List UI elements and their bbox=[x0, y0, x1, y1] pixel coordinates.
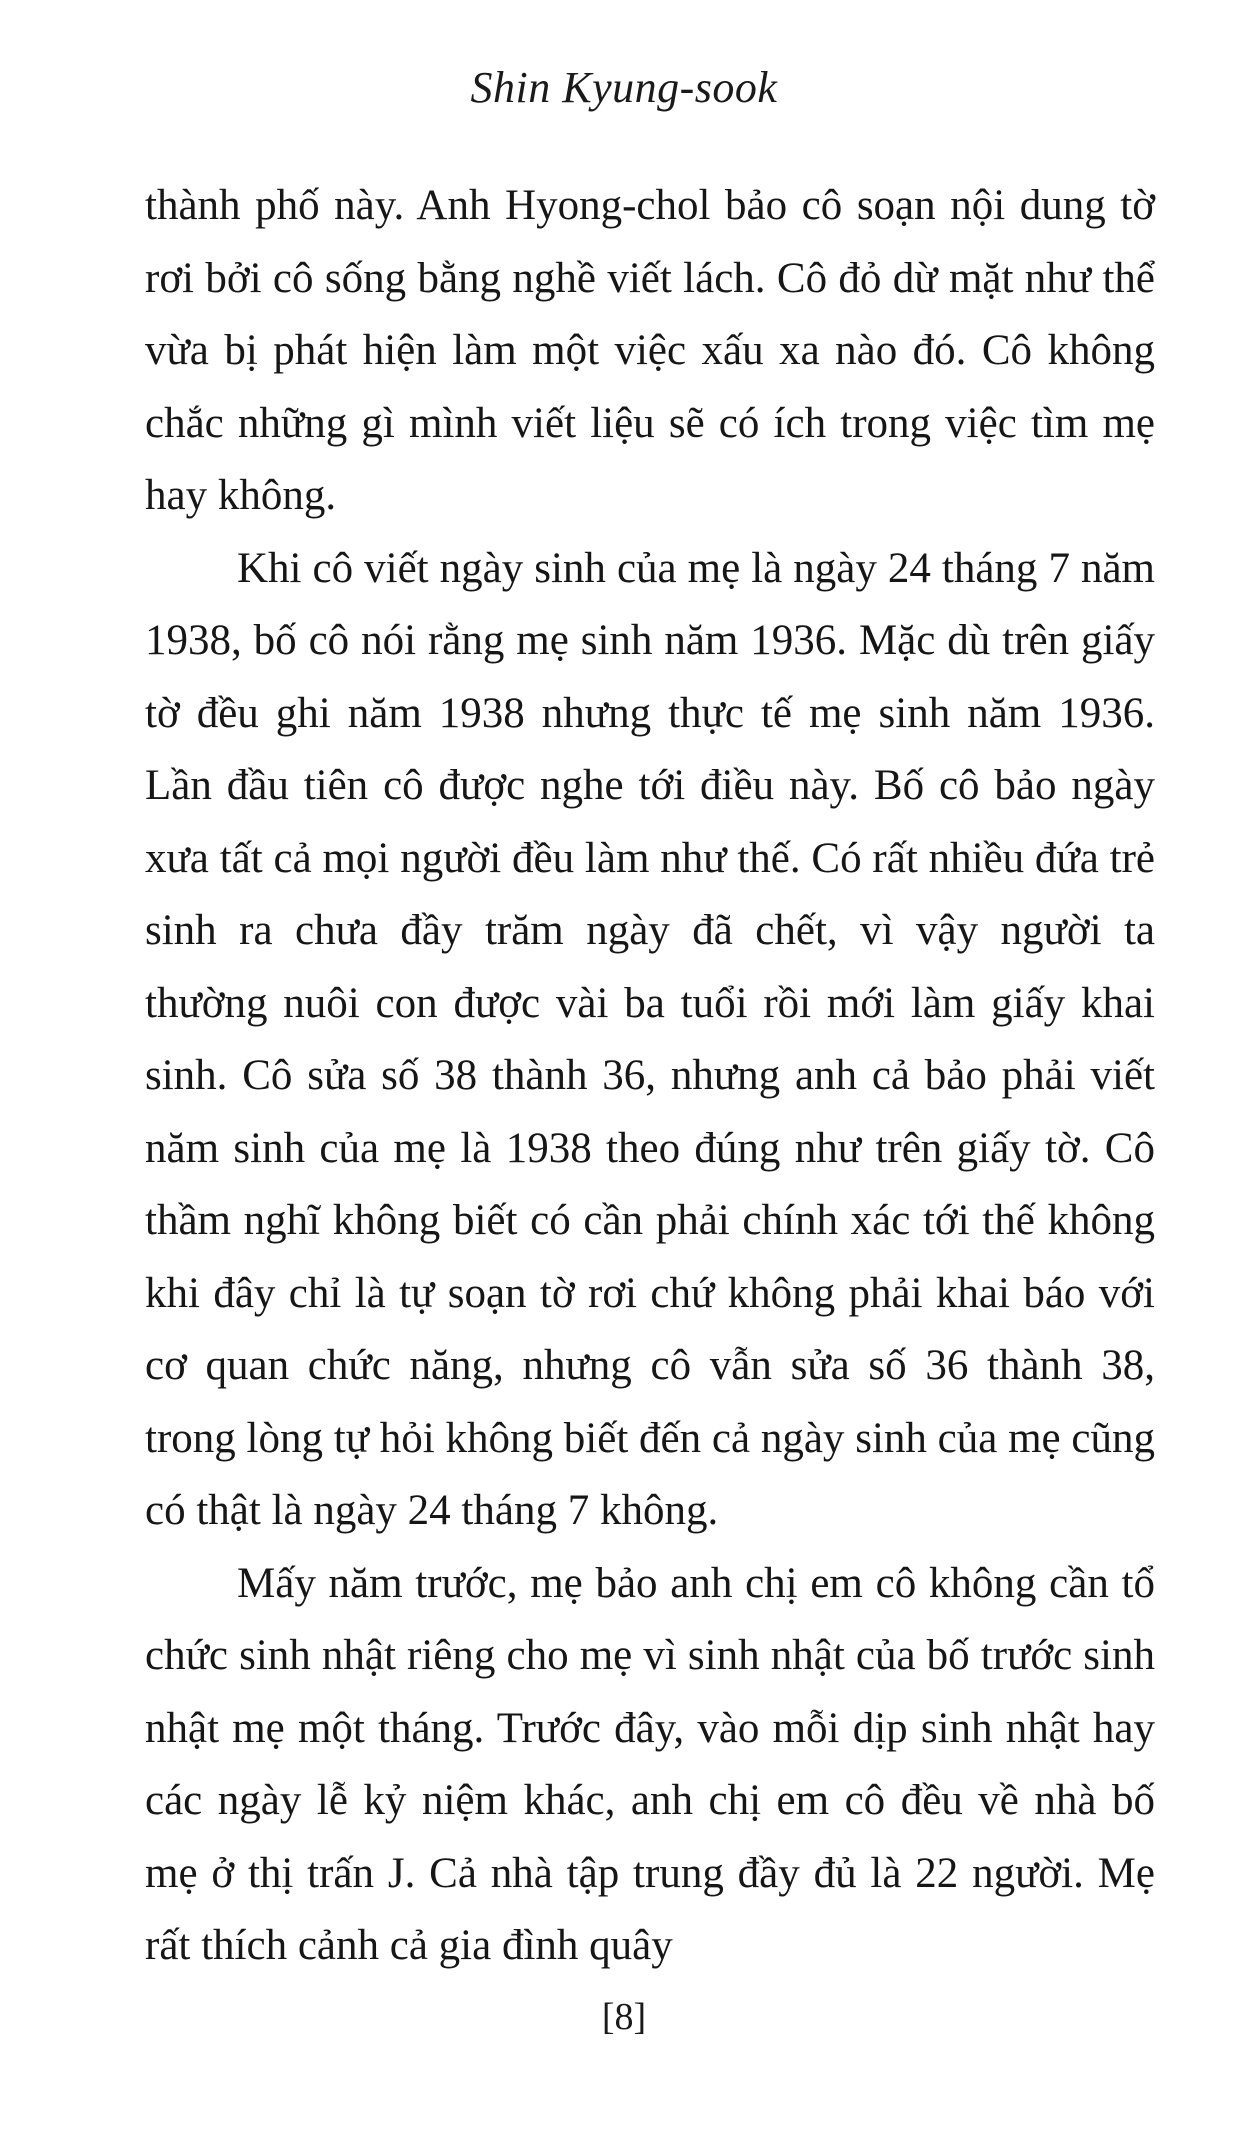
running-head-author: Shin Kyung-sook bbox=[470, 63, 778, 112]
page-number: [8] bbox=[601, 1996, 647, 2038]
paragraph-1: thành phố này. Anh Hyong-chol bảo cô soạn nội dung tờ rơi bởi cô sống bằng nghề viết lách. Cô đỏ dừ mặt như thể vừa bị phát hiện làm một việc xấu xa nào đó. Cô không chắc những gì mình viết liệu sẽ có ích trong việc tìm mẹ hay không. bbox=[145, 182, 1155, 519]
paragraph-3: Mấy năm trước, mẹ bảo anh chị em cô không cần tổ chức sinh nhật riêng cho mẹ vì sinh nhật của bố trước sinh nhật mẹ một tháng. Trước đây, vào mỗi dịp sinh nhật hay các ngày lễ kỷ niệm khác, anh chị em cô đều về nhà bố mẹ ở thị trấn J. Cả nhà tập trung đầy đủ là 22 người. Mẹ rất thích cảnh cả gia đình quây bbox=[145, 1559, 1155, 1969]
paragraph-2: Khi cô viết ngày sinh của mẹ là ngày 24 tháng 7 năm 1938, bố cô nói rằng mẹ sinh năm 1936. Mặc dù trên giấy tờ đều ghi năm 1938 nhưng thực tế mẹ sinh năm 1936. Lần đầu tiên cô được nghe tới điều này. Bố cô bảo ngày xưa tất cả mọi người đều làm như thế. Có rất nhiều đứa trẻ sinh ra chưa đầy trăm ngày đã chết, vì vậy người ta thường nuôi con được vài ba tuổi rồi mới làm giấy khai sinh. Cô sửa số 38 thành 36, nhưng anh cả bảo phải viết năm sinh của mẹ là 1938 theo đúng như trên giấy tờ. Cô thầm nghĩ không biết có cần phải chính xác tới thế không khi đây chỉ là tự soạn tờ rơi chứ không phải khai báo với cơ quan chức năng, nhưng cô vẫn sửa số 36 thành 38, trong lòng tự hỏi không biết đến cả ngày sinh của mẹ cũng có thật là ngày 24 tháng 7 không. bbox=[145, 544, 1155, 1534]
body-text bbox=[145, 170, 1155, 1983]
